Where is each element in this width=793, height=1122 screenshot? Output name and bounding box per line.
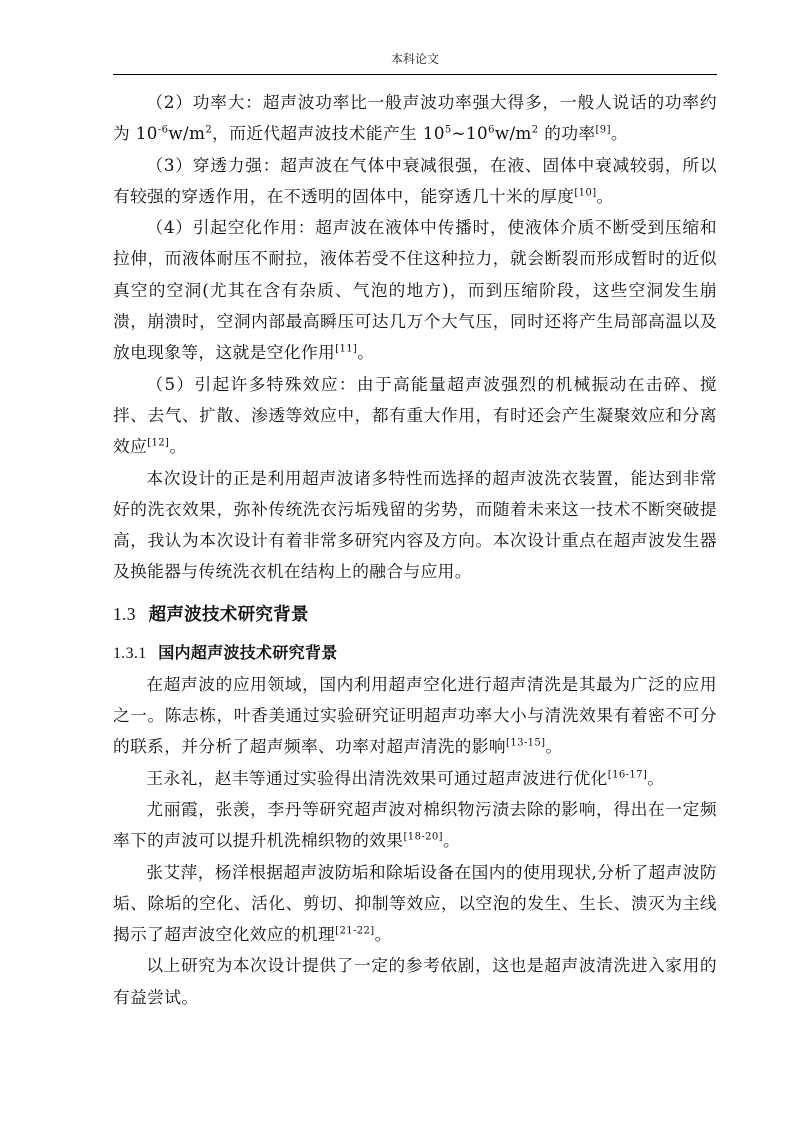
paragraph-wang-zhao: 王永礼，赵丰等通过实验得出清洗效果可通过超声波进行优化[16-17]。 bbox=[146, 767, 665, 788]
section-heading: 1.3 超声波技术研究背景 bbox=[113, 603, 309, 625]
paragraph-power: （2）功率大：超声波功率比一般声波功率强大得多，一般人说话的功率约为 $10^{-6}w/m^2$，而近代超声波技术能产生 $10^5\sim 10^6w/m^2$ 的功率[9]。 bbox=[113, 92, 717, 144]
paragraph-zhang-yang: 张艾萍，杨洋根据超声波防垢和除垢设备在国内的使用现状,分析了超声波防垢、除垢的空化、活化、剪切、抑制等效应，以空泡的发生、生长、溃灭为主线揭示了超声波空化效应的机理[21-22]。 bbox=[113, 861, 717, 945]
subsection-heading: 1.3.1 国内超声波技术研究背景 bbox=[113, 642, 338, 662]
paragraph-cavitation: （4）引起空化作用：超声波在液体中传播时，使液体介质不断受到压缩和拉伸，而液体耐压不耐拉，液体若受不住这种拉力，就会断裂而形成暂时的近似真空的空洞(尤其在含有杂质、气泡的地方)，而到压缩阶段，这些空洞发生崩溃，崩溃时，空洞内部最高瞬压可达几万个大气压，同时还将产生局部高温以及放电现象等，这就是空化作用[11]。 bbox=[113, 217, 717, 363]
paragraph-you-zhang-li: 尤丽霞，张羡，李丹等研究超声波对棉织物污渍去除的影响，得出在一定频率下的声波可以提升机洗棉织物的效果[18-20]。 bbox=[113, 798, 717, 851]
header-rule bbox=[113, 74, 717, 75]
page-header: 本科论文 bbox=[390, 52, 439, 66]
paragraph-conclusion: 以上研究为本次设计提供了一定的参考依剧，这也是超声波清洗进入家用的有益尝试。 bbox=[113, 955, 717, 1007]
paragraph-special-effects: （5）引起许多特殊效应：由于高能量超声波强烈的机械振动在击碎、搅拌、去气、扩散、渗透等效应中，都有重大作用，有时还会产生凝聚效应和分离效应[12]。 bbox=[113, 373, 717, 457]
page-body bbox=[113, 87, 717, 1013]
paragraph-domestic-cleaning: 在超声波的应用领域，国内利用超声空化进行超声清洗是其最为广泛的应用之一。陈志栋，叶香美通过实验研究证明超声功率大小与清洗效果有着密不可分的联系，并分析了超声频率、功率对超声清洗的影响[13-15]。 bbox=[113, 673, 717, 757]
paragraph-penetration: （3）穿透力强：超声波在气体中衰减很强，在液、固体中衰减较弱，所以有较强的穿透作用，在不透明的固体中，能穿透几十米的厚度[10]。 bbox=[113, 154, 717, 206]
paragraph-design-purpose: 本次设计的正是利用超声波诸多特性而选择的超声波洗衣装置，能达到非常好的洗衣效果，弥补传统洗衣污垢残留的劣势，而随着未来这一技术不断突破提高，我认为本次设计有着非常多研究内容及方向。本次设计重点在超声波发生器及换能器与传统洗衣机在结构上的融合与应用。 bbox=[113, 467, 717, 582]
